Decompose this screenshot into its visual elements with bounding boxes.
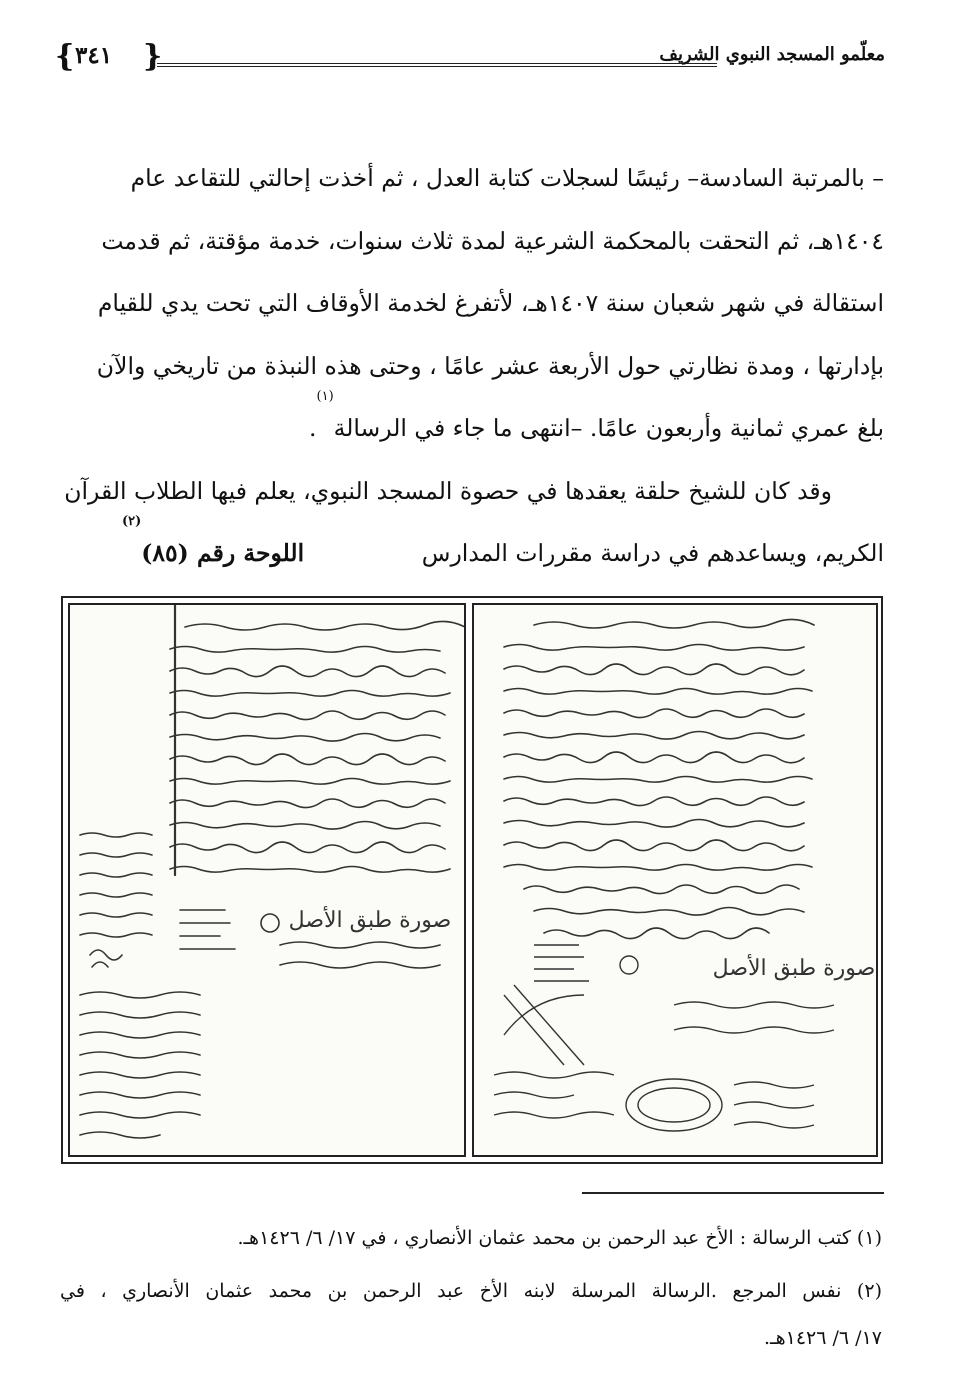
body-text <box>58 147 884 584</box>
body-line: ١٤٠٤هـ، ثم التحقت بالمحكمة الشرعية لمدة ثلاث سنوات، خدمة مؤقتة، ثم قدمت <box>101 226 884 255</box>
footnote-ref: (٢) <box>122 514 142 529</box>
body-line: وقد كان للشيخ حلقة يعقدها في حصوة المسجد النبوي، يعلم فيها الطلاب القرآن <box>64 476 832 505</box>
body-line: – بالمرتبة السادسة– رئيسًا لسجلات كتابة العدل ، ثم أخذت إحالتي للتقاعد عام <box>130 164 884 192</box>
page-number-bracket-right: } <box>143 39 163 74</box>
handwritten-document-right <box>472 603 878 1157</box>
plate-caption: اللوحة رقم (٨٥)$^{(٢)}$ <box>122 514 305 567</box>
handwriting-scan <box>474 605 876 1155</box>
stamp-text: صورة طبق الأصل <box>712 956 876 981</box>
page-number-bracket-left: { <box>55 39 75 74</box>
stamp-text: صورة طبق الأصل <box>288 908 452 933</box>
footnote-ref: (١) <box>316 389 334 404</box>
running-header <box>55 40 885 82</box>
body-line: الكريم، ويساعدهم في دراسة مقررات المدارس اللوحة رقم (٨٥)$^{(٢)}$ <box>58 522 884 584</box>
body-line: بإدارتها ، ومدة نظارتي حول الأربعة عشر عامًا ، وحتى هذه النبذة من تاريخي والآن <box>96 351 884 380</box>
running-title: معلّمو المسجد النبوي الشريف <box>659 44 885 65</box>
header-rule <box>157 63 717 67</box>
document-plate <box>61 596 883 1164</box>
footnote-2-continuation: ١٧/ ٦/ ١٤٢٦هـ. <box>763 1327 882 1349</box>
handwritten-document-left <box>68 603 466 1157</box>
footnote-rule <box>582 1192 884 1194</box>
page-number: ٣٤١ <box>75 42 113 69</box>
handwriting-scan <box>70 605 464 1155</box>
body-line: استقالة في شهر شعبان سنة ١٤٠٧هـ، لأتفرغ لخدمة الأوقاف التي تحت يدي للقيام <box>97 289 884 317</box>
body-line: بلغ عمري ثمانية وأربعون عامًا. –انتهى ما جاء في الرسالة$^{(١)}$. <box>309 389 884 442</box>
footnote-1: (١) كتب الرسالة : الأخ عبد الرحمن بن محمد عثمان الأنصاري ، في ١٧/ ٦/ ١٤٢٦هـ. <box>237 1227 882 1249</box>
footnote-2: (٢) نفس المرجع .الرسالة المرسلة لابنه الأخ عبد الرحمن بن محمد عثمان الأنصاري ، في <box>60 1280 882 1302</box>
